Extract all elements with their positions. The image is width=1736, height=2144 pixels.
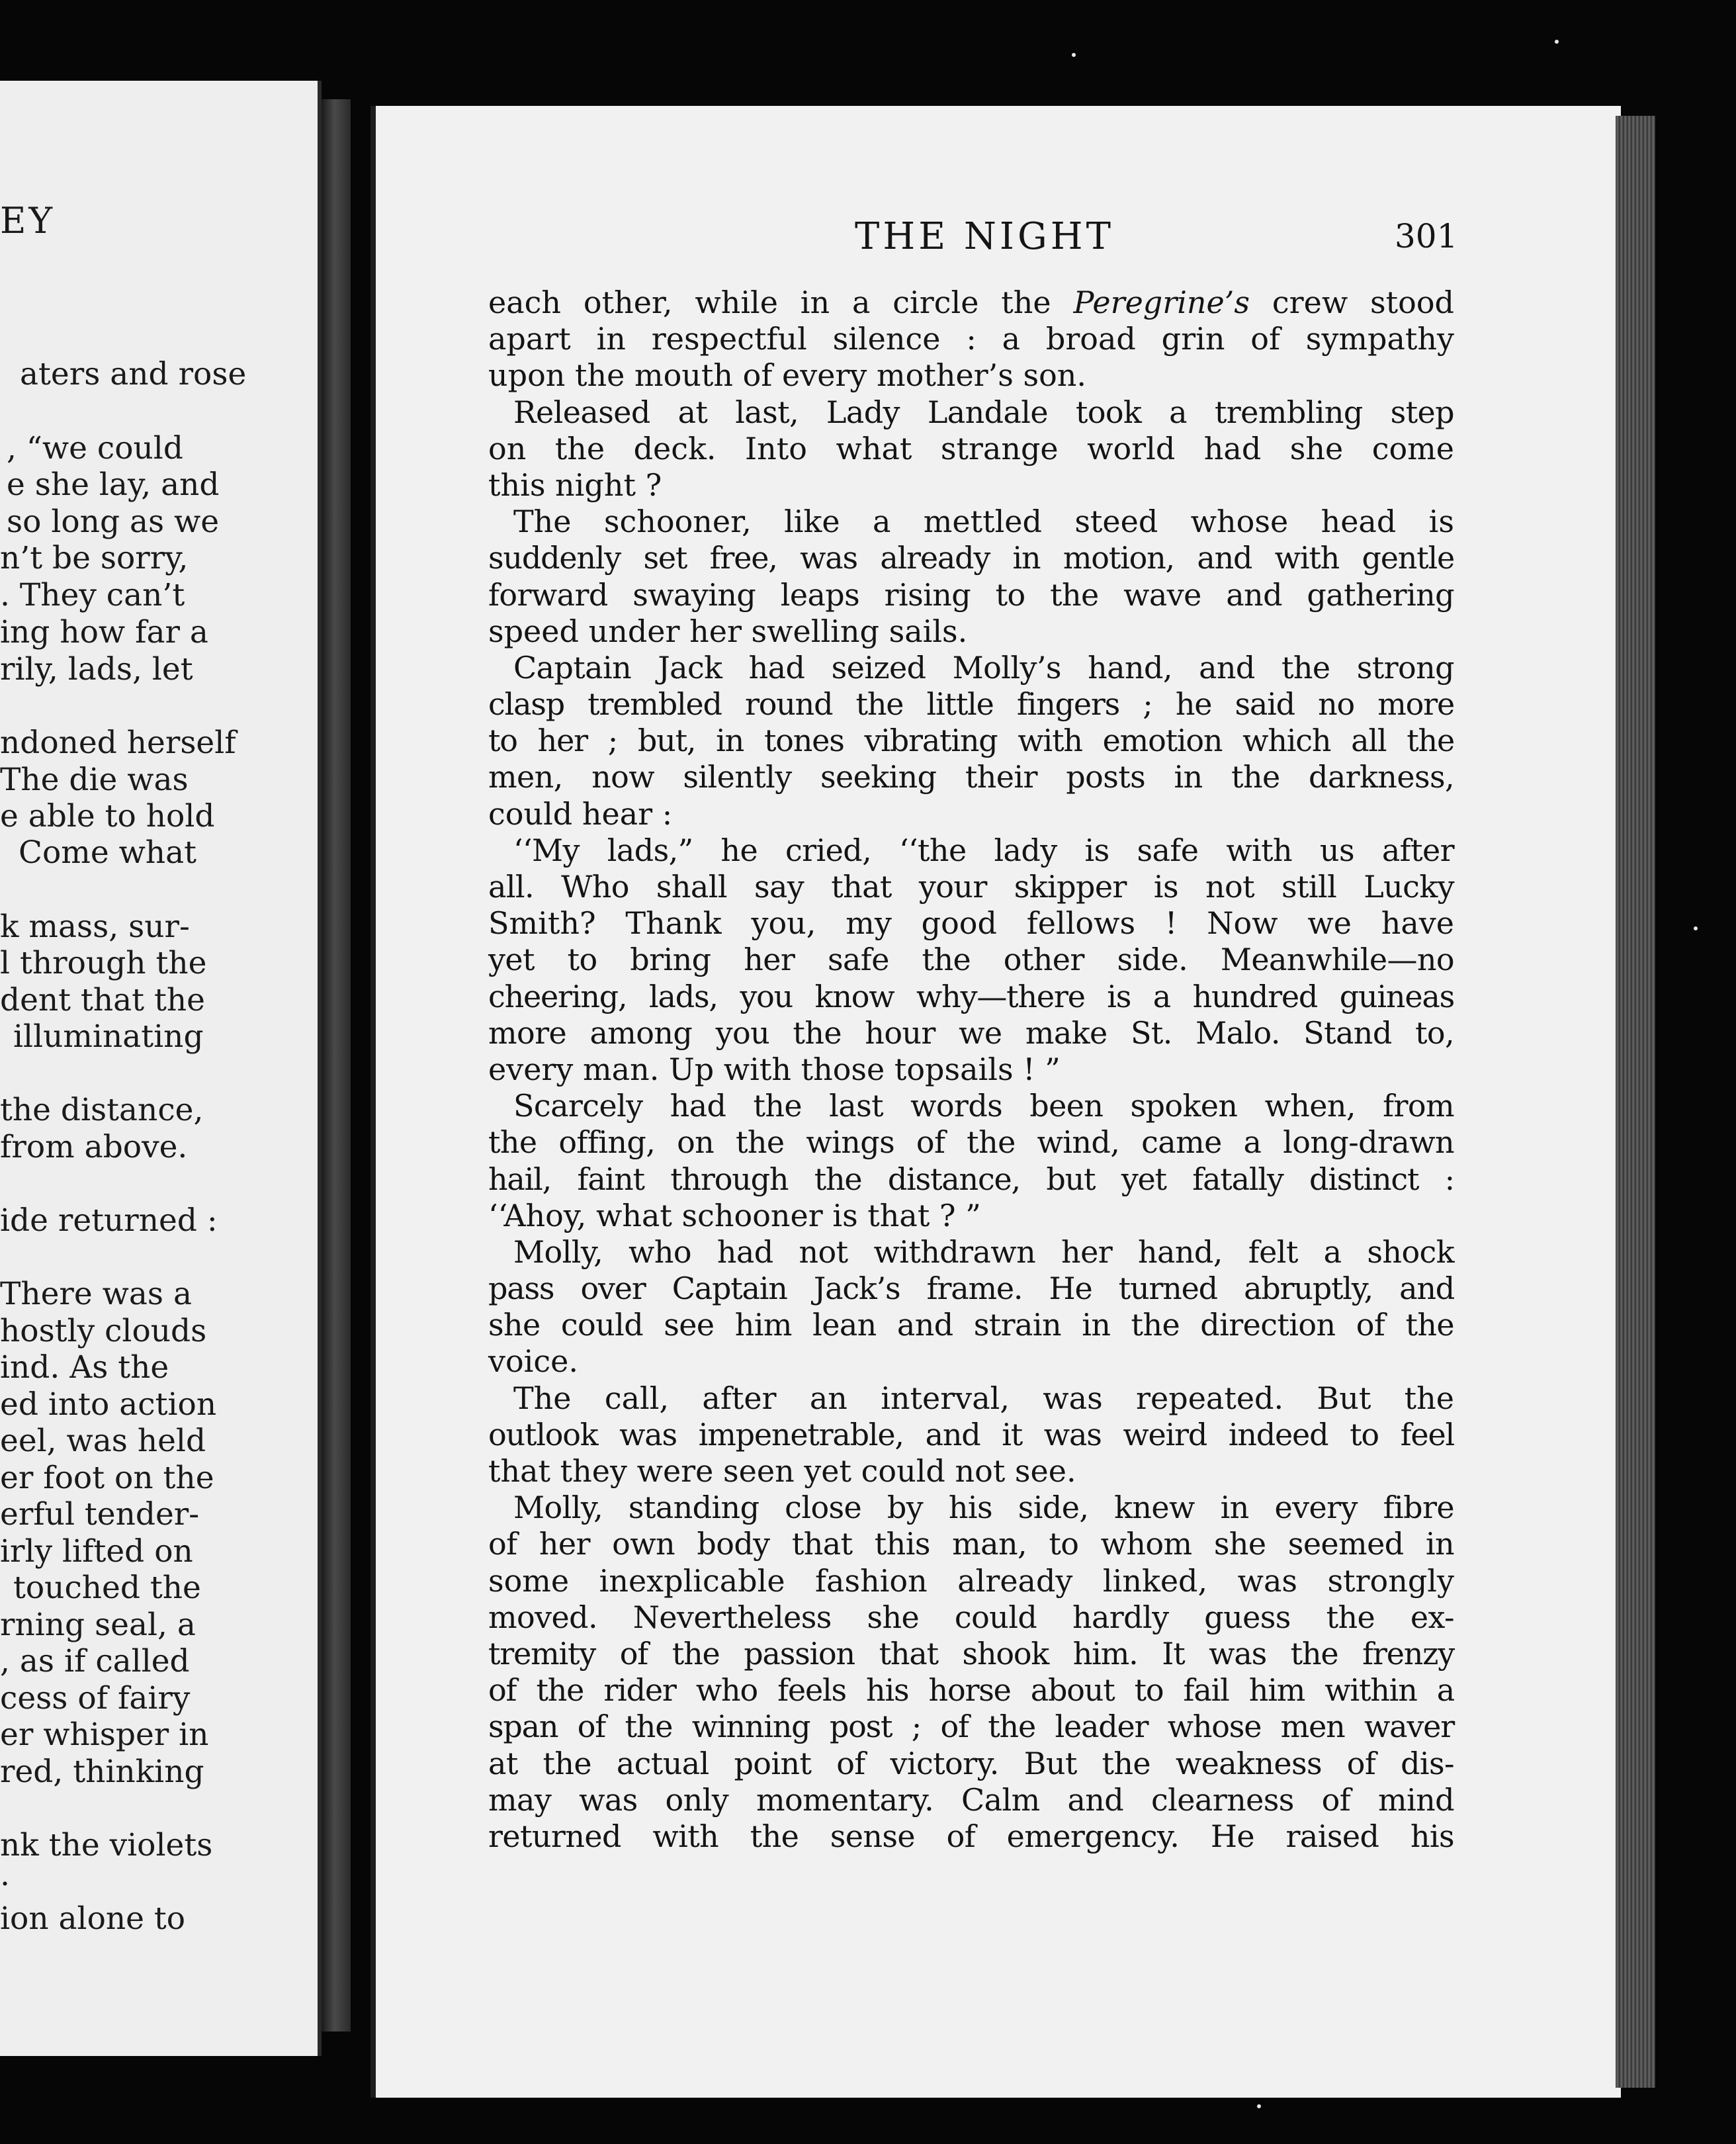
text-line: she could see him lean and strain in the direction of the — [488, 1307, 1454, 1343]
ship-name: Peregrine’s — [1073, 285, 1250, 320]
text-line: apart in respectful silence : a broad grin of sympathy — [488, 321, 1454, 357]
left-facing-page — [0, 81, 322, 2056]
left-line: e able to hold — [0, 798, 215, 834]
left-line: ing how far a — [0, 614, 208, 650]
left-line: aters and rose — [20, 356, 247, 392]
page-number: 301 — [1395, 217, 1458, 255]
text-line: The schooner, like a mettled steed whose head is — [513, 504, 1454, 540]
text-line: voice. — [488, 1343, 579, 1380]
dust-speck — [1257, 2104, 1261, 2108]
text-line: pass over Captain Jack’s frame. He turned abruptly, and — [488, 1271, 1454, 1307]
left-line: nk the violets — [0, 1827, 213, 1863]
left-line: rily, lads, let — [0, 651, 193, 688]
left-line: , “we could — [7, 430, 183, 467]
text-line: speed under her swelling sails. — [488, 613, 968, 649]
left-line: e she lay, and — [7, 467, 220, 503]
text-line: Molly, standing close by his side, knew in every fibre — [513, 1490, 1454, 1526]
text-line: that they were seen yet could not see. — [488, 1453, 1076, 1489]
left-line: hostly clouds — [0, 1313, 207, 1349]
left-line: erful tender- — [0, 1496, 200, 1533]
left-line: l through the — [0, 945, 207, 981]
text-line: ‘‘Ahoy, what schooner is that ? ” — [488, 1197, 981, 1233]
left-line: ind. As the — [0, 1349, 169, 1386]
left-line: so long as we — [7, 504, 220, 540]
left-line: n’t be sorry, — [0, 540, 189, 576]
left-line: There was a — [0, 1276, 192, 1312]
left-line: . — [0, 1857, 10, 1893]
text-line: of her own body that this man, to whom she seemed in — [488, 1526, 1454, 1562]
text-line: Scarcely had the last words been spoken when, from — [513, 1088, 1454, 1124]
left-line: . They can’t — [0, 577, 185, 613]
text-line: Released at last, Lady Landale took a trembling step — [513, 394, 1454, 430]
left-line: dent that the — [0, 982, 205, 1018]
left-line: Come what — [19, 834, 196, 871]
dust-speck — [1694, 926, 1698, 930]
body-text — [488, 285, 1454, 1855]
text-line: on the deck. Into what strange world had she come — [488, 430, 1454, 467]
text-line: Smith? Thank you, my good fellows ! Now we have — [488, 905, 1454, 942]
left-line: the distance, — [0, 1092, 204, 1128]
text-line: upon the mouth of every mother’s son. — [488, 357, 1087, 394]
left-line: ed into action — [0, 1386, 217, 1423]
text-line: at the actual point of victory. But the weakness of dis- — [488, 1745, 1454, 1781]
left-line: cess of fairy — [0, 1680, 191, 1717]
left-line: ide returned : — [0, 1202, 218, 1239]
text-line: to her ; but, in tones vibrating with emotion which all the — [488, 723, 1454, 759]
left-line: touched the — [13, 1570, 201, 1606]
running-head: THE NIGHT — [855, 215, 1114, 258]
text-line: yet to bring her safe the other side. Meanwhile—no — [488, 942, 1454, 978]
left-line: ndoned herself — [0, 725, 236, 761]
text-line: every man. Up with those topsails ! ” — [488, 1051, 1061, 1087]
text-line: men, now silently seeking their posts in the darkness, — [488, 759, 1454, 795]
left-line: irly lifted on — [0, 1533, 193, 1570]
book-gutter — [322, 99, 351, 2032]
text-line: of the rider who feels his horse about to fail him within a — [488, 1672, 1454, 1709]
text-line: ‘‘My lads,” he cried, ‘‘the lady is safe with us after — [513, 832, 1454, 868]
left-line: er foot on the — [0, 1460, 214, 1496]
text-line: all. Who shall say that your skipper is not still Lucky — [488, 869, 1454, 905]
text-line: outlook was impenetrable, and it was weird indeed to feel — [488, 1416, 1454, 1452]
dust-speck — [1555, 40, 1559, 44]
text-line: forward swaying leaps rising to the wave and gathering — [488, 576, 1454, 613]
text-line: this night ? — [488, 467, 662, 503]
dust-speck — [1072, 53, 1076, 57]
text-line: The call, after an interval, was repeated. But the — [513, 1380, 1454, 1416]
left-line: illuminating — [13, 1018, 204, 1055]
text-line: span of the winning post ; of the leader whose men waver — [488, 1709, 1454, 1745]
text-line: the offing, on the wings of the wind, came a long-drawn — [488, 1124, 1454, 1161]
text-line: could hear : — [488, 795, 673, 832]
text-line: cheering, lads, you know why—there is a hundred guineas — [488, 978, 1454, 1014]
left-line: k mass, sur- — [0, 909, 190, 945]
text-line: tremity of the passion that shook him. It was the frenzy — [488, 1635, 1454, 1672]
text-line: each other, while in a circle the Peregrine’s crew stood — [488, 285, 1454, 320]
left-line: ion alone to — [0, 1900, 186, 1937]
text-line: may was only momentary. Calm and clearness of mind — [488, 1781, 1454, 1818]
left-line: rning seal, a — [0, 1607, 196, 1643]
text-line: suddenly set free, was already in motion, and with gentle — [488, 540, 1454, 576]
left-running-head: EY — [0, 200, 56, 242]
right-page — [370, 106, 1621, 2098]
page-edge-stack — [1616, 116, 1655, 2088]
left-line: The die was — [0, 762, 189, 798]
left-line: eel, was held — [0, 1423, 206, 1459]
text-line: more among you the hour we make St. Malo. Stand to, — [488, 1014, 1454, 1051]
text-line: returned with the sense of emergency. He raised his — [488, 1818, 1454, 1854]
text-line: clasp trembled round the little fingers ; he said no more — [488, 686, 1454, 723]
text-line: hail, faint through the distance, but yet fatally distinct : — [488, 1161, 1454, 1197]
text-line: moved. Nevertheless she could hardly guess the ex- — [488, 1599, 1454, 1635]
left-line: red, thinking — [0, 1754, 204, 1790]
left-line: from above. — [0, 1129, 188, 1165]
text-line: Molly, who had not withdrawn her hand, felt a shock — [513, 1233, 1454, 1270]
left-line: er whisper in — [0, 1717, 209, 1753]
left-line: , as if called — [0, 1643, 190, 1679]
text-line: some inexplicable fashion already linked, was strongly — [488, 1562, 1454, 1599]
text-line: Captain Jack had seized Molly’s hand, and the strong — [513, 649, 1454, 686]
